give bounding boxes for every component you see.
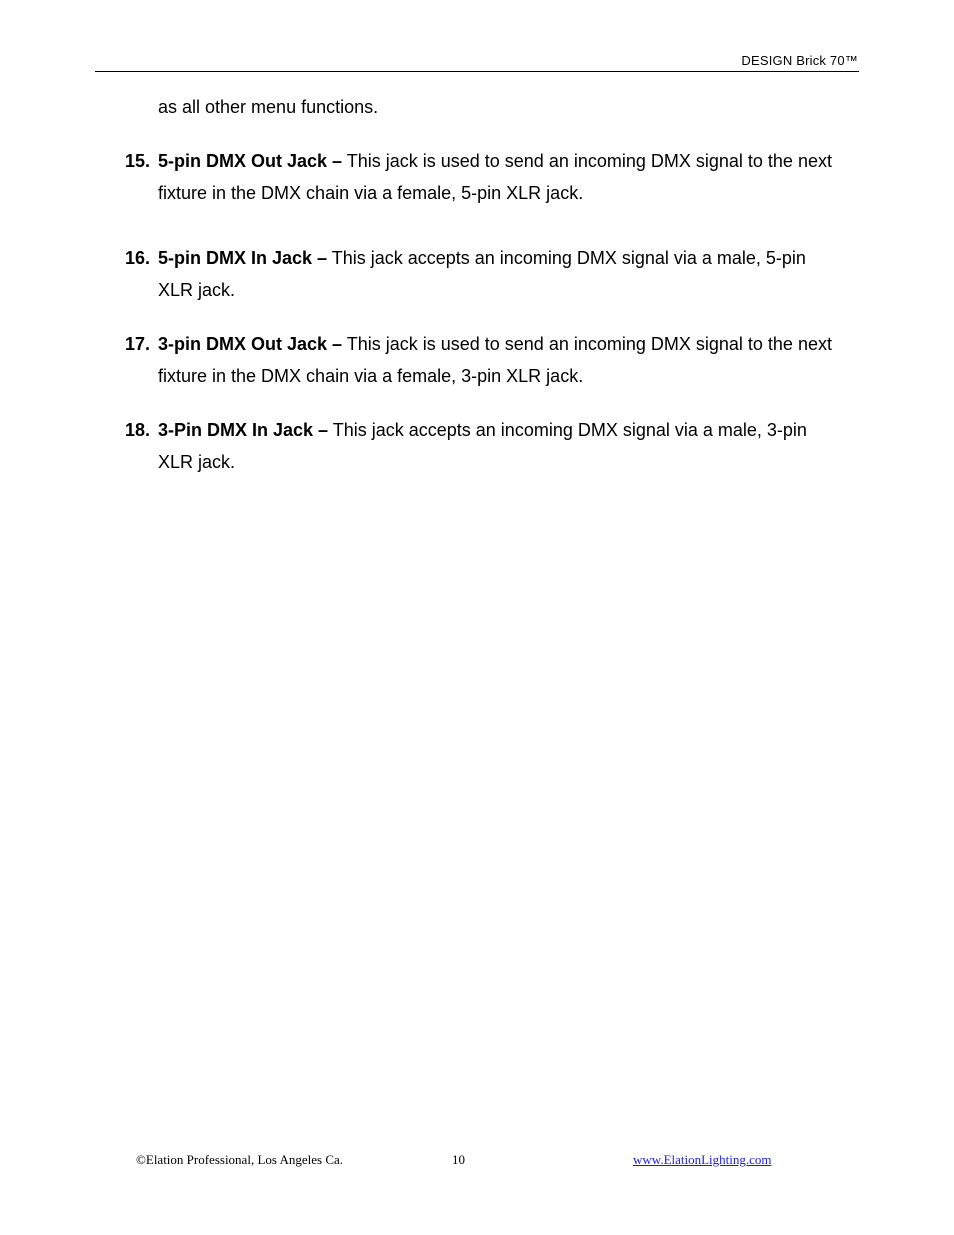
list-item-content [158,145,863,209]
list-item-text-line2: XLR jack. [158,452,236,472]
footer-page-number: 10 [452,1152,465,1167]
list-item-number: 18. [125,420,151,440]
list-item-title: 5-pin DMX In Jack – [158,248,328,268]
list-item-content [158,328,863,392]
list-item-number: 15. [125,151,151,171]
list-item-content [158,242,863,306]
list-item-text-line2: fixture in the DMX chain via a female, 3-pin XLR jack. [158,366,584,386]
list-item-content [158,414,863,478]
list-item-title: 3-pin DMX Out Jack – [158,334,343,354]
list-item-text-line1: This jack is used to send an incoming DMX signal to the next [342,151,832,171]
list-item-text-line2: XLR jack. [158,280,236,300]
list-item-text-line1: This jack accepts an incoming DMX signal via a male, 5-pin [327,248,806,268]
footer-copyright: ©Elation Professional, Los Angeles Ca. [136,1152,344,1167]
running-header-title: DESIGN Brick 70™ [741,53,858,68]
list-item-text-line1: This jack is used to send an incoming DMX signal to the next [342,334,832,354]
list-item-number: 16. [125,248,151,268]
list-item-text-line1: This jack accepts an incoming DMX signal via a male, 3-pin [328,420,807,440]
list-item-title: 3-Pin DMX In Jack – [158,420,329,440]
continuation-paragraph: as all other menu functions. [158,97,379,117]
list-item-title: 5-pin DMX Out Jack – [158,151,343,171]
list-item-text-line2: fixture in the DMX chain via a female, 5-pin XLR jack. [158,183,584,203]
footer-website-link[interactable]: www.ElationLighting.com [633,1152,772,1167]
list-item-number: 17. [125,334,151,354]
header-divider [95,71,859,72]
